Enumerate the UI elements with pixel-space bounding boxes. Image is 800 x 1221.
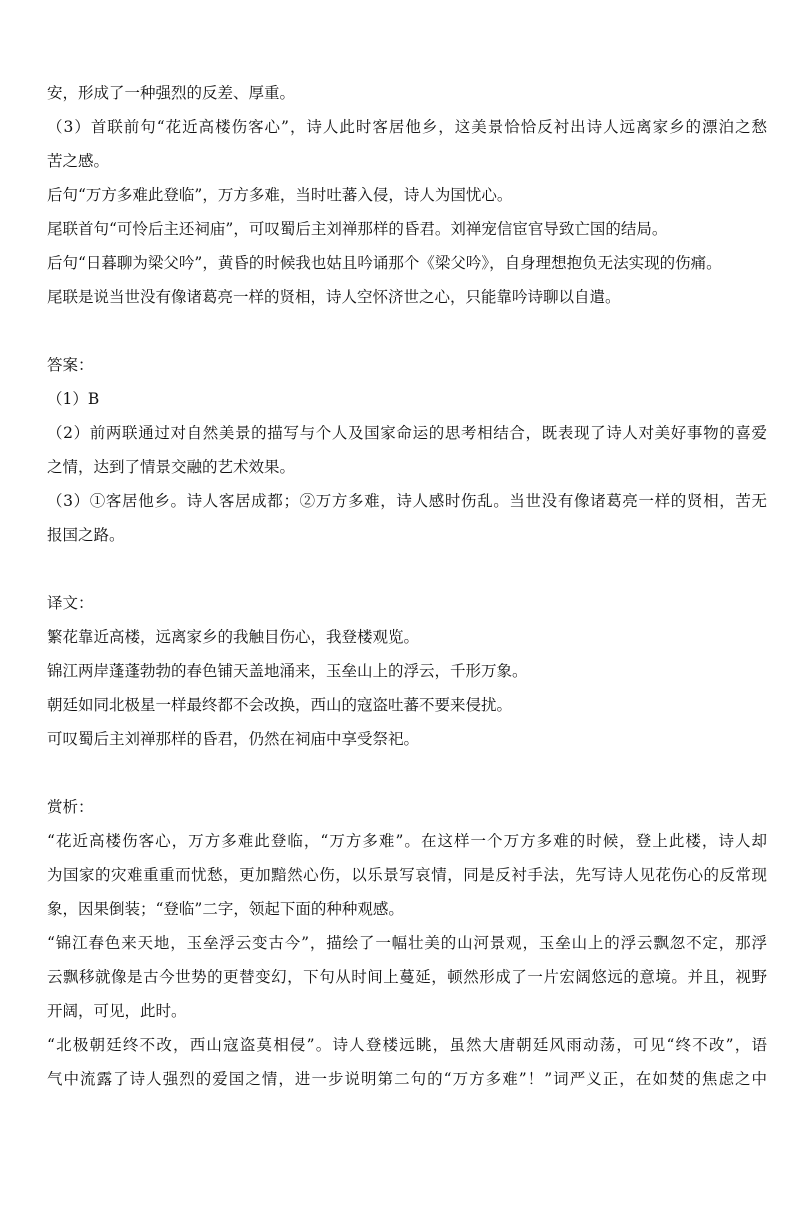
text-line: 象，因果倒装；“登临”二字，领起下面的种种观感。 bbox=[47, 900, 404, 918]
text-line: （1）B bbox=[47, 390, 100, 408]
text-line: “花近高楼伤客心，万方多难此登临，“万方多难”。在这样一个万方多难的时候，登上此楼，诗人却 bbox=[47, 832, 767, 850]
text-line: 之情，达到了情景交融的艺术效果。 bbox=[47, 458, 296, 476]
text-line: 繁花靠近高楼，远离家乡的我触目伤心，我登楼观览。 bbox=[47, 628, 420, 646]
text-line: 安，形成了一种强烈的反差、厚重。 bbox=[47, 84, 296, 102]
section-gap bbox=[47, 552, 767, 586]
document-body bbox=[47, 76, 767, 1096]
section-gap bbox=[47, 314, 767, 348]
section-heading: 答案： bbox=[47, 356, 94, 374]
text-line: 苦之感。 bbox=[47, 152, 110, 170]
text-line: 为国家的灾难重重而忧愁，更加黯然心伤，以乐景写哀情，同是反衬手法，先写诗人见花伤心的反常现 bbox=[47, 866, 767, 884]
section-heading: 译文： bbox=[47, 594, 94, 612]
text-line: 尾联是说当世没有像诸葛亮一样的贤相，诗人空怀济世之心，只能靠吟诗聊以自遣。 bbox=[47, 288, 621, 306]
text-line: 锦江两岸蓬蓬勃勃的春色铺天盖地涌来，玉垒山上的浮云，千形万象。 bbox=[47, 662, 528, 680]
text-line: 气中流露了诗人强烈的爱国之情，进一步说明第二句的“万方多难”！”词严义正，在如焚的焦虑之中 bbox=[47, 1070, 767, 1088]
text-line: 报国之路。 bbox=[47, 526, 125, 544]
section-heading: 赏析： bbox=[47, 798, 94, 816]
text-line: （3）①客居他乡。诗人客居成都；②万方多难，诗人感时伤乱。当世没有像诸葛亮一样的贤相，苦无 bbox=[47, 492, 767, 510]
text-line: 后句“日暮聊为梁父吟”，黄昏的时候我也姑且吟诵那个《梁父吟》，自身理想抱负无法实现的伤痛。 bbox=[47, 254, 722, 272]
text-line: “锦江春色来天地，玉垒浮云变古今”，描绘了一幅壮美的山河景观，玉垒山上的浮云飘忽不定，那浮 bbox=[47, 934, 767, 952]
text-line: （3）首联前句“花近高楼伤客心”，诗人此时客居他乡，这美景恰恰反衬出诗人远离家乡的漂泊之愁 bbox=[47, 118, 767, 136]
text-line: 可叹蜀后主刘禅那样的昏君，仍然在祠庙中享受祭祀。 bbox=[47, 730, 420, 748]
text-line: （2）前两联通过对自然美景的描写与个人及国家命运的思考相结合，既表现了诗人对美好事物的喜爱 bbox=[47, 424, 767, 442]
text-line: 开阔，可见，此时。 bbox=[47, 1002, 187, 1020]
text-line: 朝廷如同北极星一样最终都不会改换，西山的寇盗吐蕃不要来侵扰。 bbox=[47, 696, 513, 714]
text-line: 云飘移就像是古今世势的更替变幻，下句从时间上蔓延，顿然形成了一片宏阔悠远的意境。并且，视野 bbox=[47, 968, 767, 986]
text-line: “北极朝廷终不改，西山寇盗莫相侵”。诗人登楼远眺，虽然大唐朝廷风雨动荡，可见“终不改”，语 bbox=[47, 1036, 767, 1054]
text-line: 尾联首句“可怜后主还祠庙”，可叹蜀后主刘禅那样的昏君。刘禅宠信宦官导致亡国的结局。 bbox=[47, 220, 668, 238]
text-line: 后句“万方多难此登临”，万方多难，当时吐蕃入侵，诗人为国忧心。 bbox=[47, 186, 513, 204]
section-gap bbox=[47, 756, 767, 790]
